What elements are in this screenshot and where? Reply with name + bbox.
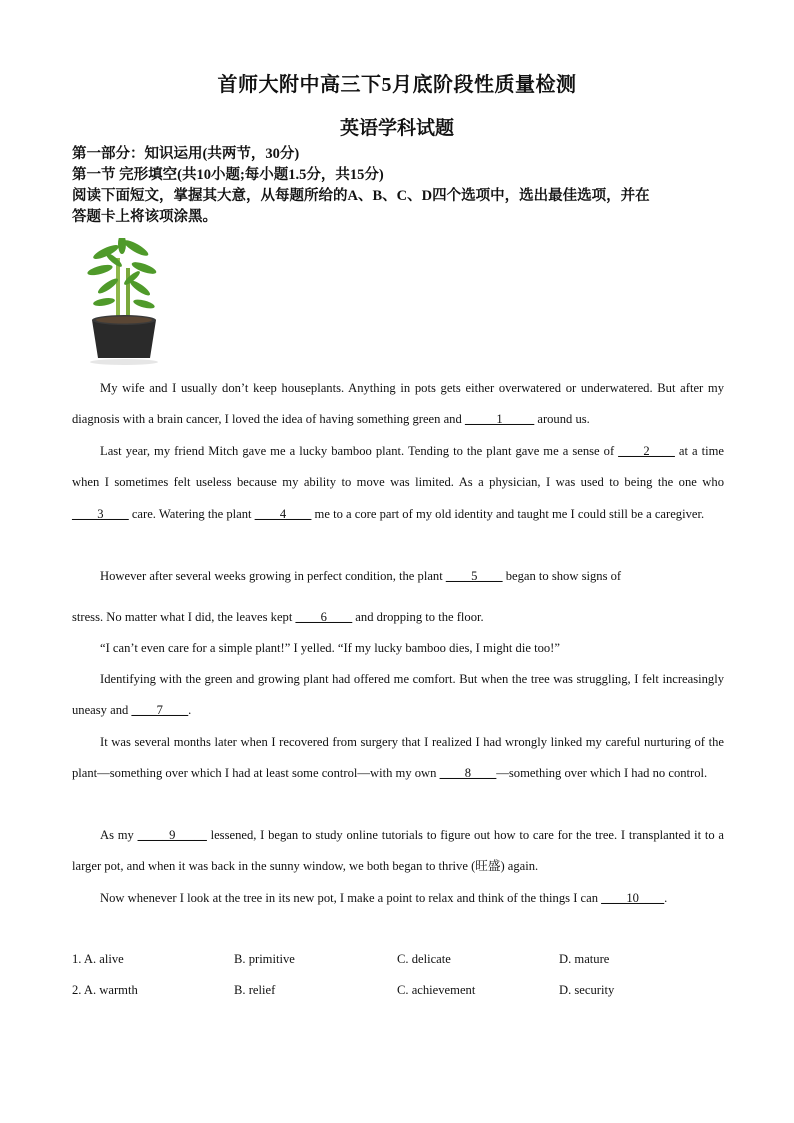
- passage-text: However: [100, 569, 147, 583]
- blank-4: ____4____: [254, 506, 312, 521]
- blank-10: ____10____: [601, 891, 665, 905]
- blank-7: ____7____: [131, 703, 189, 718]
- passage-text: lessened, I began to study online tutorials to figure out how to care for the tree. I transplanted it to a larger pot, and when it was back in the sunny window, we both began to thrive (旺盛) again.: [72, 828, 724, 874]
- instruction-line-2: 答题卡上将该项涂黑。: [72, 209, 217, 225]
- blank-8: ____8____: [439, 766, 497, 781]
- passage-text: It was several months later when I recovered from surgery that I realized I had wrongly linked my careful nurturing of the plant—something over which I had at least some control—with my own: [72, 735, 724, 781]
- blank-2: ____2____: [618, 444, 675, 458]
- passage-paragraph-3b: [72, 602, 724, 633]
- passage-text: at a time when I sometimes felt useless because my ability to move was limited. As a physician, I was used to being the one who: [72, 444, 724, 490]
- blank-3: ____3____: [72, 506, 129, 521]
- passage-text: stress. No matter what I did, the leaves kept: [72, 610, 296, 624]
- passage-text: and dropping to the floor.: [352, 610, 484, 624]
- passage-text: As my: [100, 828, 138, 842]
- question-2-option-a: 2. A. warmth: [72, 983, 138, 997]
- passage-text: My wife and I usually don’t keep houseplants. Anything in pots gets either overwatered or underwatered. But after my diagnosis with a brain cancer, I loved the idea of having something green and: [72, 381, 724, 427]
- passage-text: Identifying with the green and growing plant had offered me comfort. But when the tree was struggling, I felt increasingly uneasy and: [72, 672, 724, 718]
- question-1-option-c: C. delicate: [397, 952, 451, 966]
- passage-text: around us.: [534, 412, 590, 427]
- passage-text: .: [664, 891, 668, 905]
- potted-bamboo-plant-icon: [84, 238, 164, 366]
- blank-9: _____9_____: [137, 828, 207, 842]
- blank-1: _____1_____: [464, 412, 535, 427]
- instruction-line-1: 阅读下面短文，掌握其大意，从每题所给的A、B、C、D四个选项中，选出最佳选项，并在: [72, 188, 650, 204]
- passage-text: .: [188, 703, 192, 718]
- passage-paragraph-8: [72, 883, 724, 914]
- passage-paragraph-7: [72, 820, 724, 883]
- passage-text: “I can’t even care for a simple plant!” I yelled. “If my lucky bamboo dies, I might die too!”: [100, 641, 560, 655]
- exam-title: 首师大附中高三下5月底阶段性质量检测: [217, 74, 577, 96]
- question-2-option-b: B. relief: [234, 983, 276, 997]
- passage-text: me to a core part of my old identity and taught me I could still be a caregiver.: [311, 506, 705, 521]
- question-1-option-b: B. primitive: [234, 952, 295, 966]
- passage-text: Now whenever I look at the tree in its new pot, I make a point to relax and think of the things I can: [100, 891, 602, 905]
- passage-paragraph-6: [72, 727, 724, 790]
- passage-text: began to show signs of: [502, 569, 622, 583]
- exam-subtitle: 英语学科试题: [339, 118, 454, 139]
- passage-text: —something over which I had no control.: [496, 766, 708, 781]
- question-1-option-a: 1. A. alive: [72, 952, 124, 966]
- part-heading: 第一部分：知识运用(共两节，30分): [72, 146, 300, 162]
- passage-paragraph-4: [72, 633, 724, 664]
- question-1-option-d: D. mature: [559, 952, 610, 966]
- question-2-option-c: C. achievement: [397, 983, 476, 997]
- passage-paragraph-5: [72, 664, 724, 727]
- section-heading: 第一节 完形填空(共10小题;每小题1.5分，共15分): [72, 167, 384, 183]
- passage-paragraph-2: [72, 436, 724, 530]
- passage-paragraph-3a: [72, 561, 724, 592]
- blank-6: ____6____: [295, 610, 353, 624]
- question-2-option-d: D. security: [559, 983, 615, 997]
- passage-paragraph-1: [72, 373, 724, 436]
- passage-text: after several weeks growing in perfect condition, the plant: [146, 569, 446, 583]
- blank-5: ____5____: [445, 569, 503, 583]
- passage-text: care. Watering the plant: [128, 506, 255, 521]
- passage-text: Last year, my friend Mitch gave me a lucky bamboo plant. Tending to the plant gave me a sense of: [100, 444, 619, 458]
